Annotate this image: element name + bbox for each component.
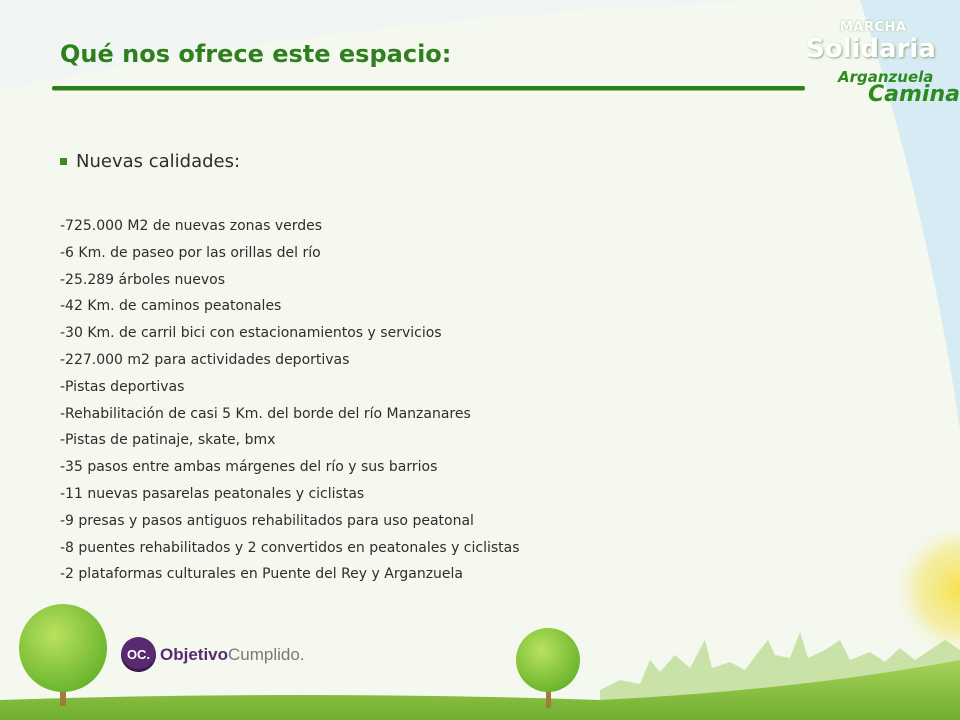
tree-crown-center <box>516 628 580 692</box>
section-heading <box>60 151 240 172</box>
tree-crown-left <box>19 604 107 692</box>
oc-suffix: . <box>299 644 305 664</box>
list-item: -6 Km. de paseo por las orillas del río <box>60 244 321 261</box>
oc-wordmark <box>160 645 305 665</box>
sun-shape <box>890 520 960 660</box>
list-item: -42 Km. de caminos peatonales <box>60 298 282 315</box>
section-heading-text: Nuevas calidades: <box>76 151 241 172</box>
logo-line-4: Camina <box>868 82 960 107</box>
list-item: -725.000 M2 de nuevas zonas verdes <box>60 218 323 234</box>
list-item: -11 nuevas pasarelas peatonales y ciclistas <box>60 485 365 502</box>
objetivo-cumplido-logo <box>121 637 305 672</box>
list-item: -2 plataformas culturales en Puente del Rey y Arganzuela <box>60 566 463 583</box>
list-item: -Rehabilitación de casi 5 Km. del borde del río Manzanares <box>60 405 471 422</box>
slide-title: Qué nos ofrece este espacio: <box>60 40 452 68</box>
list-item: -Pistas de patinaje, skate, bmx <box>60 432 276 449</box>
list-item: -30 Km. de carril bici con estacionamientos y servicios <box>60 325 442 342</box>
list-item: -9 presas y pasos antiguos rehabilitados para uso peatonal <box>60 512 474 529</box>
list-item: -227.000 m2 para actividades deportivas <box>60 351 350 368</box>
oc-mark: OC. <box>121 637 156 672</box>
list-item: -25.289 árboles nuevos <box>60 271 226 288</box>
logo-line-2: Solidaria <box>806 34 936 64</box>
oc-word-1: Objetivo <box>160 644 229 664</box>
logo-line-3: Arganzuela <box>838 68 934 86</box>
features-list <box>60 213 520 588</box>
logo-line-1: MARCHA <box>840 20 907 35</box>
list-item: -Pistas deportivas <box>60 378 185 395</box>
list-item: -35 pasos entre ambas márgenes del río y sus barrios <box>60 459 438 476</box>
title-underline <box>52 86 805 90</box>
marcha-solidaria-logo <box>800 14 960 114</box>
square-bullet-icon <box>60 158 67 165</box>
list-item: -8 puentes rehabilitados y 2 convertidos en peatonales y ciclistas <box>60 539 520 556</box>
oc-word-2: Cumplido <box>228 644 300 664</box>
